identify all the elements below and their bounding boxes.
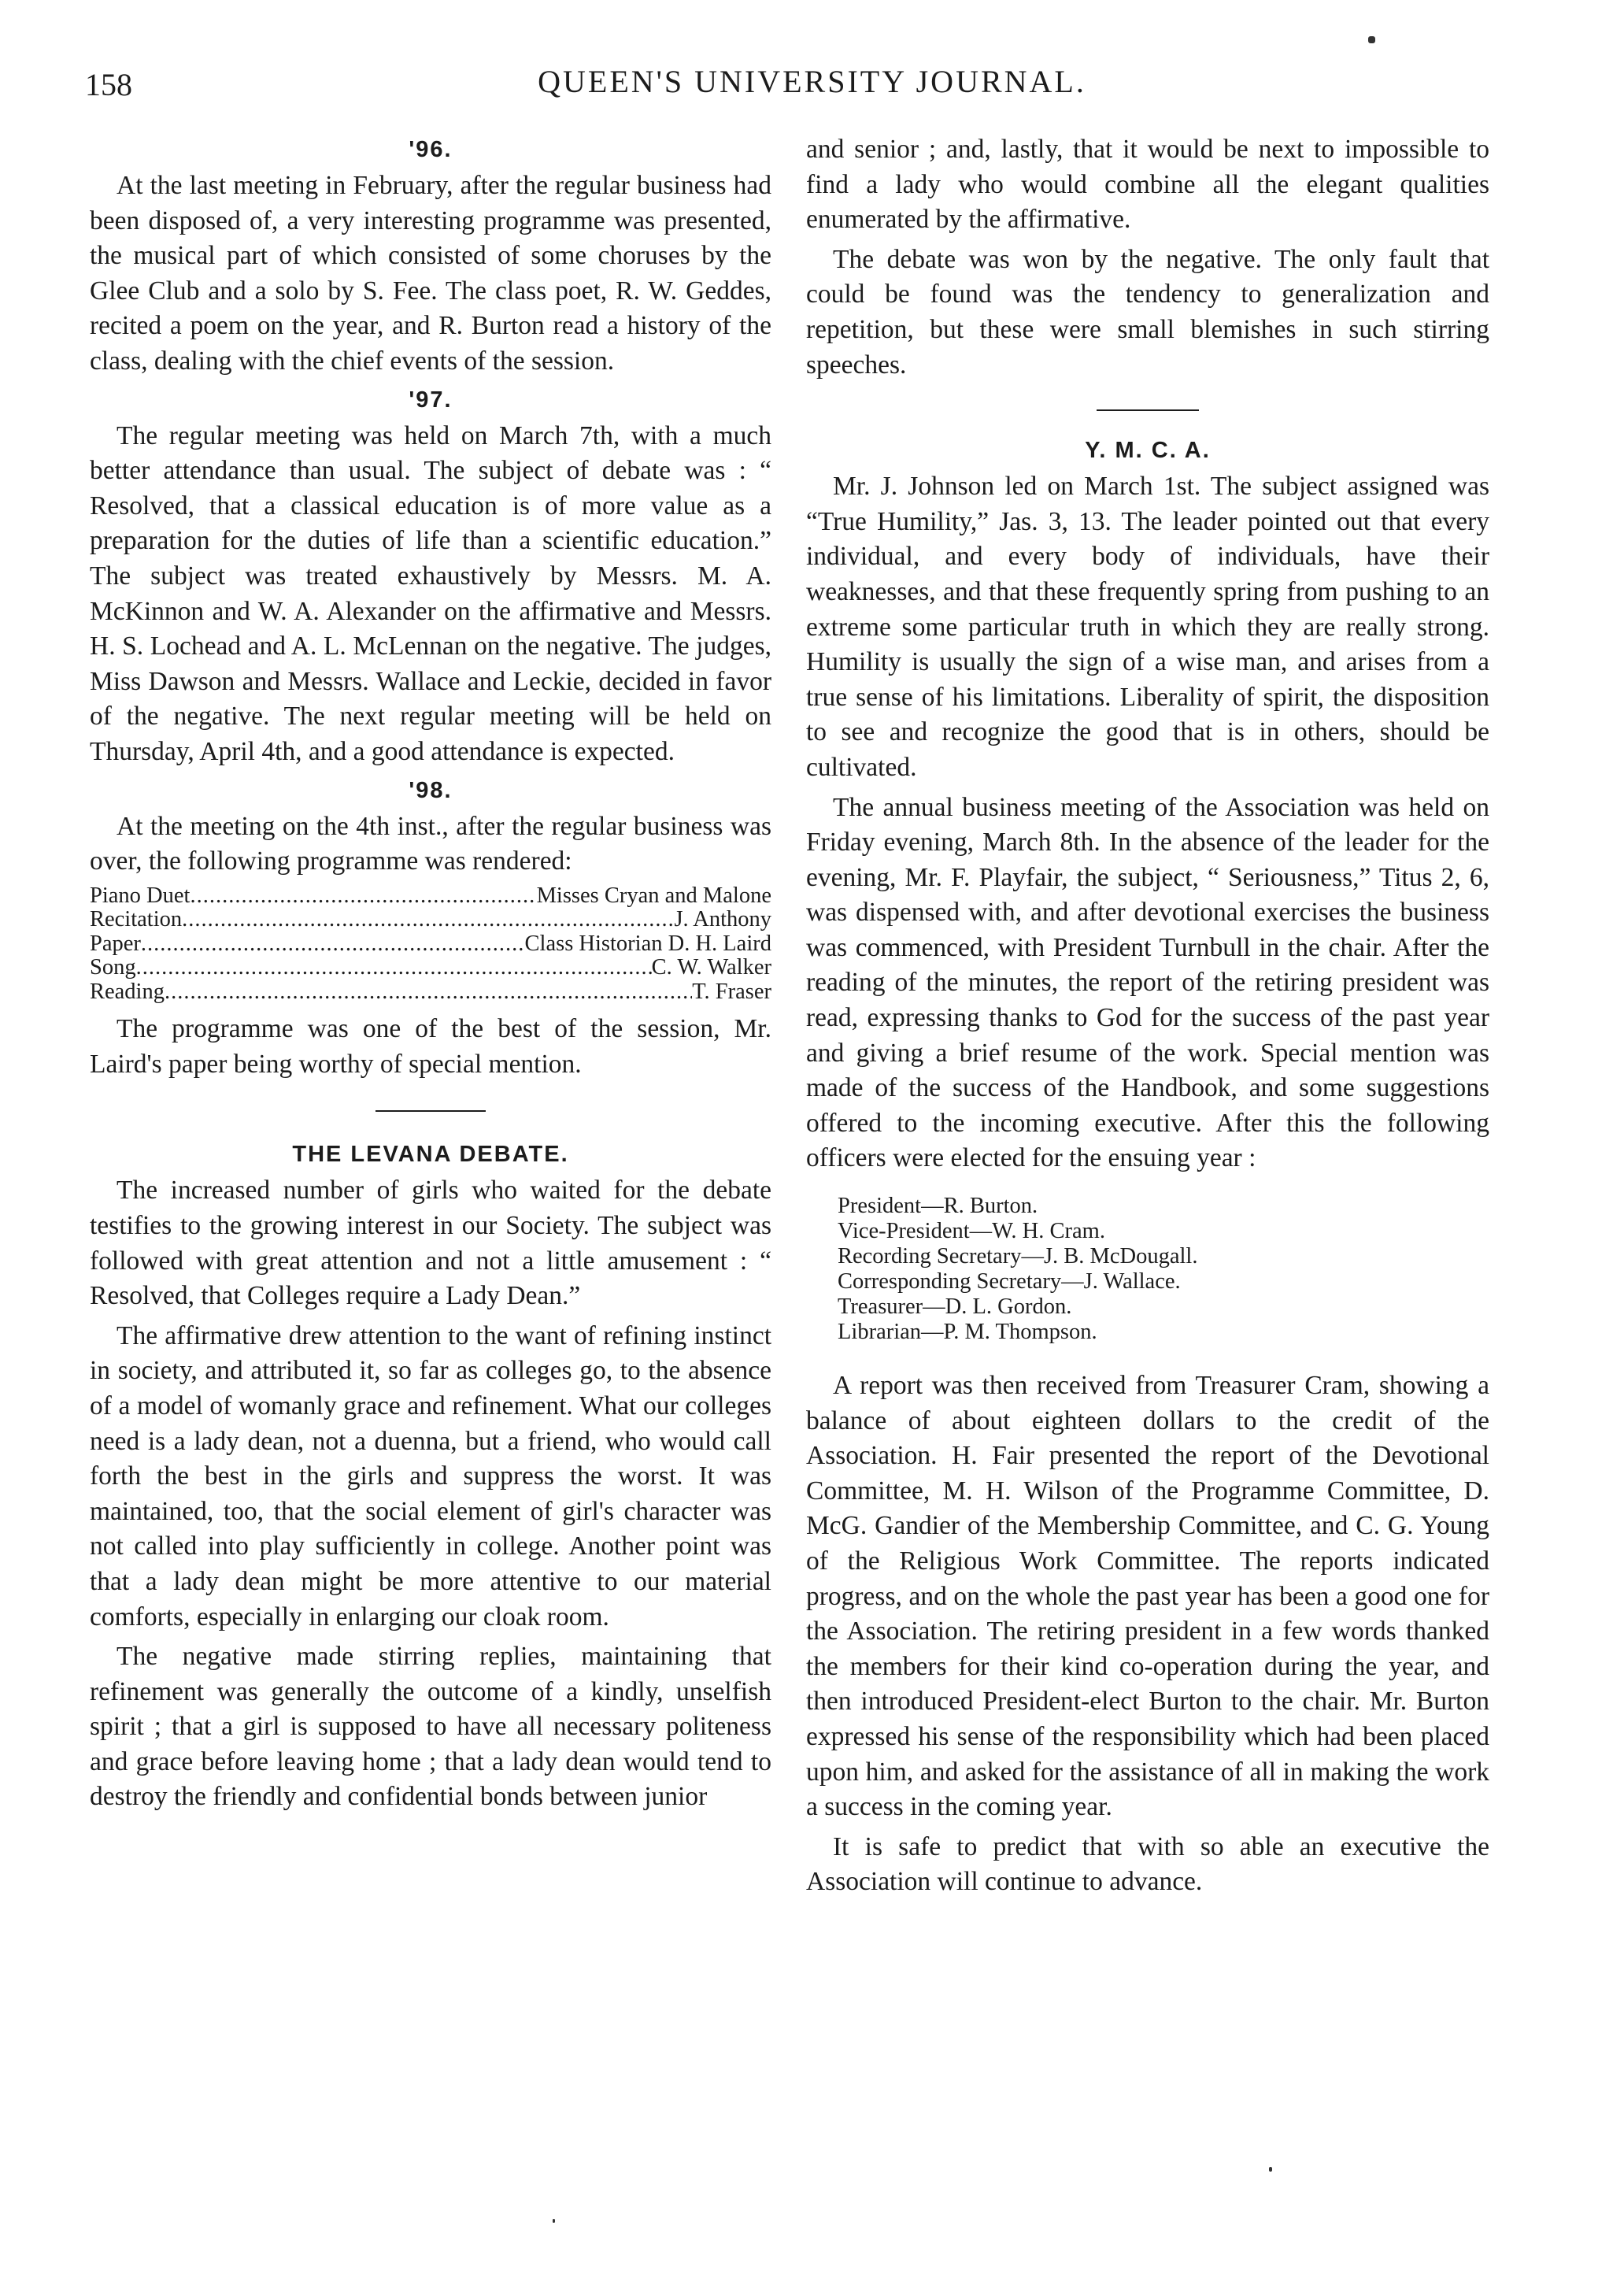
- paragraph-levana-affirmative: The affirmative drew attention to the want of refining instinct in society, and attributed it, so far as colleges go, to the absence of a model of womanly grace and refinement. What our colleges need is a lady dean, not a duenna, but a friend, who would call forth the best in the girls and suppress the worst. It was maintained, too, that the social element of girl's character was not called into play sufficiently in college. Another point was that a lady dean might be more attentive to our material comforts, especially in enlarging our cloak room.: [90, 1320, 771, 1631]
- programme-item: Paper: [90, 931, 141, 956]
- programme-row: [90, 932, 771, 957]
- programme-performer: J. Anthony: [674, 907, 771, 932]
- paragraph-levana-intro: The increased number of girls who waited for the debate testifies to the growing interest in our Society. The subject was followed with great attention and not a little amusement : “ Resolved, that Colleges require a Lady Dean.”: [90, 1176, 771, 1311]
- dot-leader: [190, 884, 536, 909]
- paragraph-levana-result: The debate was won by the negative. The only fault that could be found was the tendency to generalization and repetition, but these were small blemishes in such stirring speeches.: [806, 244, 1489, 380]
- paragraph-97: The regular meeting was held on March 7th, with a much better attendance than usual. The subject of debate was : “ Resolved, that a classical education is of more value as a preparation for the duties of life than a scientific education.” The subject was treated exhaustively by Messrs. M. A. McKinnon and W. A. Alexander on the affirmative and Messrs. H. S. Lochead and A. L. McLennan on the negative. The judges, Miss Dawson and Messrs. Wallace and Leckie, decided in favor of the negative. The next regular meeting will be held on Thursday, April 4th, and a good attendance is expected.: [90, 420, 771, 766]
- officer-entry: Corresponding Secretary—J. Wallace.: [838, 1269, 1181, 1294]
- programme-item: Recitation: [90, 907, 183, 932]
- paragraph-levana-negative: The negative made stirring replies, maintaining that refinement was generally the outcome of a kindly, unselfish spirit ; that a girl is supposed to have all necessary politeness and grace before leaving home ; that a lady dean would tend to destroy the friendly and confidential bonds between junior: [90, 1642, 771, 1812]
- journal-title: QUEEN'S UNIVERSITY JOURNAL.: [538, 64, 1086, 99]
- officers-list: [838, 1194, 1489, 1345]
- officer-entry: President—R. Burton.: [838, 1194, 1038, 1219]
- programme-performer: T. Fraser: [692, 979, 771, 1004]
- paragraph-ymca-annual-meeting: The annual business meeting of the Association was held on Friday evening, March 8th. In the absence of the leader for the evening, Mr. F. Playfair, the subject, “ Seriousness,” Titus 2, 6, was dispensed with, and after devotional exercises the business was commenced, with President Turnbull in the chair. After the reading of the minutes, the report of the retiring president was read, expressing thanks to God for the success of the past year and giving a brief resume of the work. Special mention was made of the success of the Handbook, and some suggestions offered to the incoming executive. After this the following officers were elected for the ensuing year :: [806, 792, 1489, 1173]
- heading-96: '96.: [409, 137, 453, 162]
- officer-entry: Vice-President—W. H. Cram.: [838, 1219, 1105, 1244]
- heading-98: '98.: [409, 777, 453, 803]
- programme-performer: C. W. Walker: [651, 955, 771, 980]
- officer-entry: Treasurer—D. L. Gordon.: [838, 1294, 1072, 1320]
- dot-leader: [182, 908, 674, 932]
- programme-row: [90, 980, 771, 1005]
- page-number: 158: [85, 67, 132, 102]
- paragraph-98-intro: At the meeting on the 4th inst., after the regular business was over, the following programme was rendered:: [90, 811, 771, 876]
- dot-leader: [136, 956, 652, 980]
- paragraph-ymca-reports: A report was then received from Treasurer Cram, showing a balance of about eighteen dollars to the credit of the Association. H. Fair presented the report of the Devotional Committee, M. H. Wilson of the Programme Committee, D. McG. Gandier of the Membership Committee, and C. G. Young of the Religious Work Committee. The reports indicated progress, and on the whole the past year has been a good one for the Association. The retiring president in a few words thanked the members for their kind co-operation during the year, and then introduced President-elect Burton to the chair. Mr. Burton expressed his sense of the responsibility which had been placed upon him, and asked for the assistance of all in making the work a success in the coming year.: [806, 1371, 1489, 1822]
- programme-performer: Misses Cryan and Malone: [536, 883, 771, 908]
- programme-item: Piano Duet: [90, 883, 191, 908]
- right-column: [806, 132, 1489, 1905]
- officer-entry: Recording Secretary—J. B. McDougall.: [838, 1244, 1198, 1269]
- officer-entry: Librarian—P. M. Thompson.: [838, 1320, 1097, 1345]
- paragraph-levana-continued: and senior ; and, lastly, that it would be next to impossible to find a lady who would combine all the elegant qualities enumerated by the affirmative.: [806, 135, 1489, 235]
- programme-row: [90, 956, 771, 980]
- paragraph-96: At the last meeting in February, after the regular business had been disposed of, a very interesting programme was presented, the musical part of which consisted of some choruses by the Glee Club and a solo by S. Fee. The class poet, R. W. Geddes, recited a poem on the year, and R. Burton read a history of the class, dealing with the chief events of the session.: [90, 171, 771, 376]
- heading-levana-debate: THE LEVANA DEBATE.: [292, 1142, 569, 1168]
- dot-leader: [165, 980, 692, 1005]
- left-column: [90, 132, 771, 1820]
- ink-speck: [1368, 36, 1375, 43]
- programme-row: [90, 884, 771, 909]
- programme-list: [90, 884, 771, 1005]
- ink-speck: [553, 2219, 555, 2223]
- paragraph-ymca-closing: It is safe to predict that with so able an executive the Association will continue to advance.: [806, 1831, 1489, 1897]
- paragraph-ymca-humility: Mr. J. Johnson led on March 1st. The subject assigned was “True Humility,” Jas. 3, 13. The leader pointed out that every individual, and every body of individuals, have their weaknesses, and that these frequently spring from pushing to an extreme some particular truth in which they are really strong. Humility is usually the sign of a wise man, and arises from a true sense of his limitations. Liberality of spirit, the disposition to see and recognize the good that is in others, should be cultivated.: [806, 472, 1489, 782]
- programme-item: Song: [90, 955, 136, 980]
- heading-97: '97.: [409, 387, 453, 413]
- section-divider: [1097, 409, 1199, 411]
- dot-leader: [141, 932, 525, 957]
- programme-performer: Class Historian D. H. Laird: [524, 931, 771, 956]
- paragraph-98-closing: The programme was one of the best of the session, Mr. Laird's paper being worthy of special mention.: [90, 1014, 771, 1079]
- section-divider: [375, 1110, 486, 1112]
- ink-speck: [1269, 2167, 1272, 2172]
- heading-ymca: Y. M. C. A.: [1085, 438, 1211, 464]
- programme-row: [90, 908, 771, 932]
- programme-item: Reading: [90, 979, 165, 1004]
